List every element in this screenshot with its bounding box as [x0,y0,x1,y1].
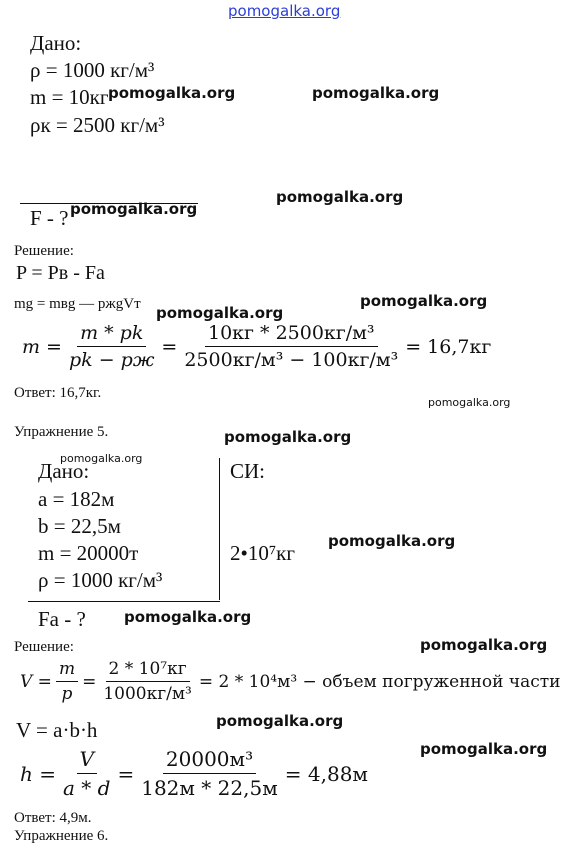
watermark: pomogalka.org [420,636,548,654]
numerator: m * pk [77,322,146,347]
numerator: m [56,659,78,682]
numerator: 20000м³ [163,747,256,774]
denominator: a * d [63,776,111,800]
exercise-6-heading: Упражнение 6. [14,828,109,844]
given-title: Дано: [30,31,82,55]
watermark: pomogalka.org [420,740,548,758]
formula-lhs: V = [20,671,52,692]
watermark: pomogalka.org [124,608,252,626]
numerator: V [77,747,97,774]
volume-product-equation: V = a·b·h [16,718,98,742]
formula-result: = 16,7кг [405,335,492,358]
given-mass: m = 10кг [30,85,109,109]
given-mass: m = 20000т [38,541,139,565]
numerator: 10кг * 2500кг/м³ [205,322,378,347]
watermark: pomogalka.org [216,712,344,730]
fraction [138,747,281,800]
watermark: pomogalka.org [360,292,488,310]
denominator: pk − pж [68,349,155,371]
height-formula: h = $\frac{V}{a * d}$ = $\frac{\text{20000м³}}{182м * 22,5м}$ = 4,88м [20,747,368,800]
watermark: pomogalka.org [60,452,143,465]
top-watermark-link[interactable]: pomogalka.org [228,2,341,20]
solution-label: Решение: [14,243,74,259]
denominator: 2500кг/м³ − 100кг/м³ [184,349,399,371]
formula-lhs: h = [20,761,56,786]
fraction [56,659,78,704]
watermark: pomogalka.org [312,84,440,102]
solution-label: Решение: [14,639,74,655]
watermark: pomogalka.org [156,304,284,322]
given-title: Дано: [38,459,90,483]
given-density: ρ = 1000 кг/м³ [38,568,163,592]
weight-equation: P = Pв - Fа [16,262,105,284]
watermark: pomogalka.org [108,84,236,102]
given-length: a = 182м [38,487,115,511]
denominator: 1000кг/м³ [103,684,192,704]
find-force: F - ? [30,206,69,230]
given-density-water: ρ = 1000 кг/м³ [30,58,155,82]
mass-formula: m = $\frac{m * pk}{pk - pж}$ = $\frac{\text{10кг * 2500кг/м³}}{\text{2500кг/м³ − 100кг/м³}}$ = 16,7кг [22,322,492,371]
denominator: 182м * 22,5м [141,776,278,800]
fraction [66,322,157,371]
watermark: pomogalka.org [328,532,456,550]
si-mass-value: 2•10⁷кг [230,541,295,565]
fraction [100,659,195,704]
si-divider [219,458,220,600]
fraction [60,747,113,800]
given-width: b = 22,5м [38,514,121,538]
answer-2: Ответ: 4,9м. [14,810,92,826]
answer-1: Ответ: 16,7кг. [14,385,102,401]
formula-result: = 2 * 10⁴м³ − объем погруженной части [198,671,561,692]
fraction [181,322,401,371]
formula-lhs: m = [22,335,62,358]
watermark: pomogalka.org [428,396,511,409]
numerator: 2 * 10⁷кг [106,659,190,682]
denominator: p [61,684,73,704]
formula-result: = 4,88м [284,761,368,786]
given-density-body: ρк = 2500 кг/м³ [30,113,165,137]
si-title: СИ: [230,459,266,483]
given-divider [28,601,220,602]
find-force: Fа - ? [38,607,86,631]
exercise-5-heading: Упражнение 5. [14,424,109,440]
mass-balance-equation: mg = mвg — pжgVт [14,296,141,312]
watermark: pomogalka.org [276,188,404,206]
watermark: pomogalka.org [224,428,352,446]
watermark: pomogalka.org [70,200,198,218]
volume-formula: V = $\frac{m}{p}$ = $\frac{\text{2 * 10⁷кг}}{\text{1000кг/м³}}$ = 2 * 10⁴м³ − объем погруженной части [20,659,561,704]
